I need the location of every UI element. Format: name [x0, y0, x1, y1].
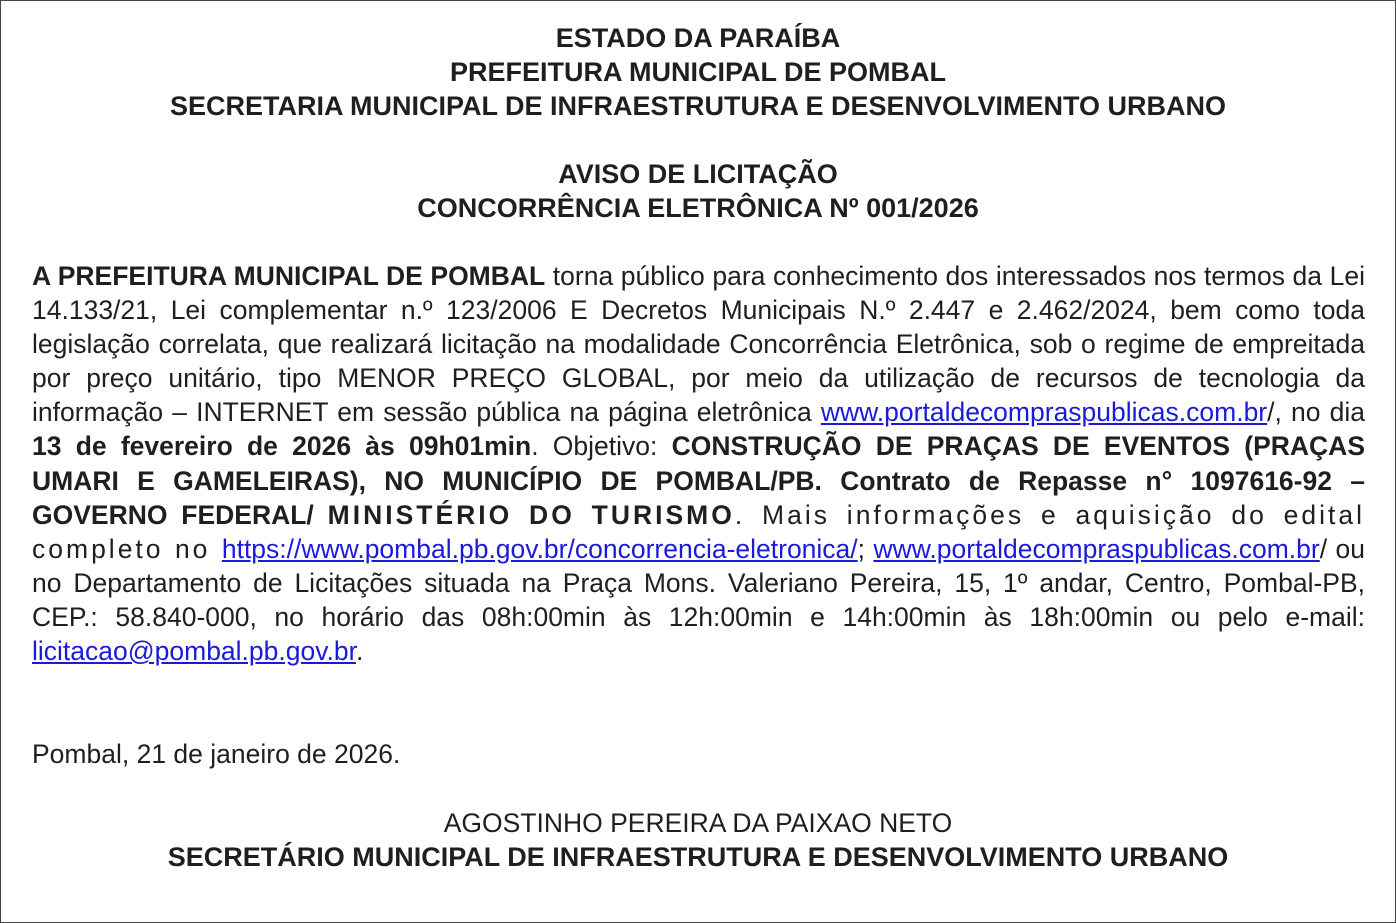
portal-link-2[interactable]: www.portaldecompraspublicas.com.br	[873, 533, 1320, 564]
header-state: ESTADO DA PARAÍBA	[555, 23, 841, 53]
notice-title: AVISO DE LICITAÇÃO	[558, 159, 838, 189]
header-prefecture: PREFEITURA MUNICIPAL DE POMBAL	[449, 57, 946, 87]
session-date: 13 de fevereiro de 2026 às 09h01min	[32, 431, 532, 462]
header-secretariat: SECRETARIA MUNICIPAL DE INFRAESTRUTURA E DESENVOLVIMENTO URBANO	[169, 91, 1227, 121]
body-text-1: torna público para conhecimento dos interessados nos termos da Lei 14.133/21, Lei complementar n.º 123/2006 E Decretos Municipais N.º 2.447 e 2.462/2024, bem como toda legislação correlata, que realizará licitação na modalidade Concorrência Eletrônica, sob o regime de empreitada por preço unitário, tipo MENOR PREÇO GLOBAL, por meio da utilização de recursos de tecnologia da informação – INTERNET em sessão pública na página eletrônica	[32, 261, 1365, 428]
ministry-text: MINISTÉRIO DO TURISMO	[327, 499, 735, 530]
body-text-7: .	[355, 636, 364, 667]
objective-text: CONSTRUÇÃO DE PRAÇAS DE EVENTOS (PRAÇAS UMARI E GAMELEIRAS), NO MUNICÍPIO DE POMBAL/PB. Contrato de Repasse n° 1097616-92 – GOVERNO FEDERAL/	[32, 431, 1365, 530]
signatory-name: AGOSTINHO PEREIRA DA PAIXAO NETO	[443, 808, 953, 838]
portal-link[interactable]: www.portaldecompraspublicas.com.br	[820, 397, 1268, 428]
date-place: Pombal, 21 de janeiro de 2026.	[32, 739, 401, 769]
notice-body	[32, 259, 1365, 668]
body-text-2: /, no dia	[1267, 397, 1365, 428]
body-text-6: / ou no Departamento de Licitações situada na Praça Mons. Valeriano Pereira, 15, 1º andar, Centro, Pombal-PB, CEP.: 58.840-000, no horário das 08h:00min às 12h:00min e 14h:00min às 18h:00min ou pelo e-mail:	[32, 533, 1365, 632]
lead-text: A PREFEITURA MUNICIPAL DE POMBAL	[32, 261, 546, 291]
email-link[interactable]: licitacao@pombal.pb.gov.br	[32, 636, 356, 667]
signatory-title: SECRETÁRIO MUNICIPAL DE INFRAESTRUTURA E DESENVOLVIMENTO URBANO	[167, 842, 1229, 872]
pombal-link[interactable]: https://www.pombal.pb.gov.br/concorrencia-eletronica/	[221, 533, 858, 564]
notice-subtitle: CONCORRÊNCIA ELETRÔNICA Nº 001/2026	[417, 193, 979, 223]
body-text-3: . Objetivo:	[531, 431, 672, 462]
body-text-4: . Mais informações e aquisição do edital completo no	[32, 499, 1365, 564]
body-text-5: ;	[857, 533, 874, 564]
